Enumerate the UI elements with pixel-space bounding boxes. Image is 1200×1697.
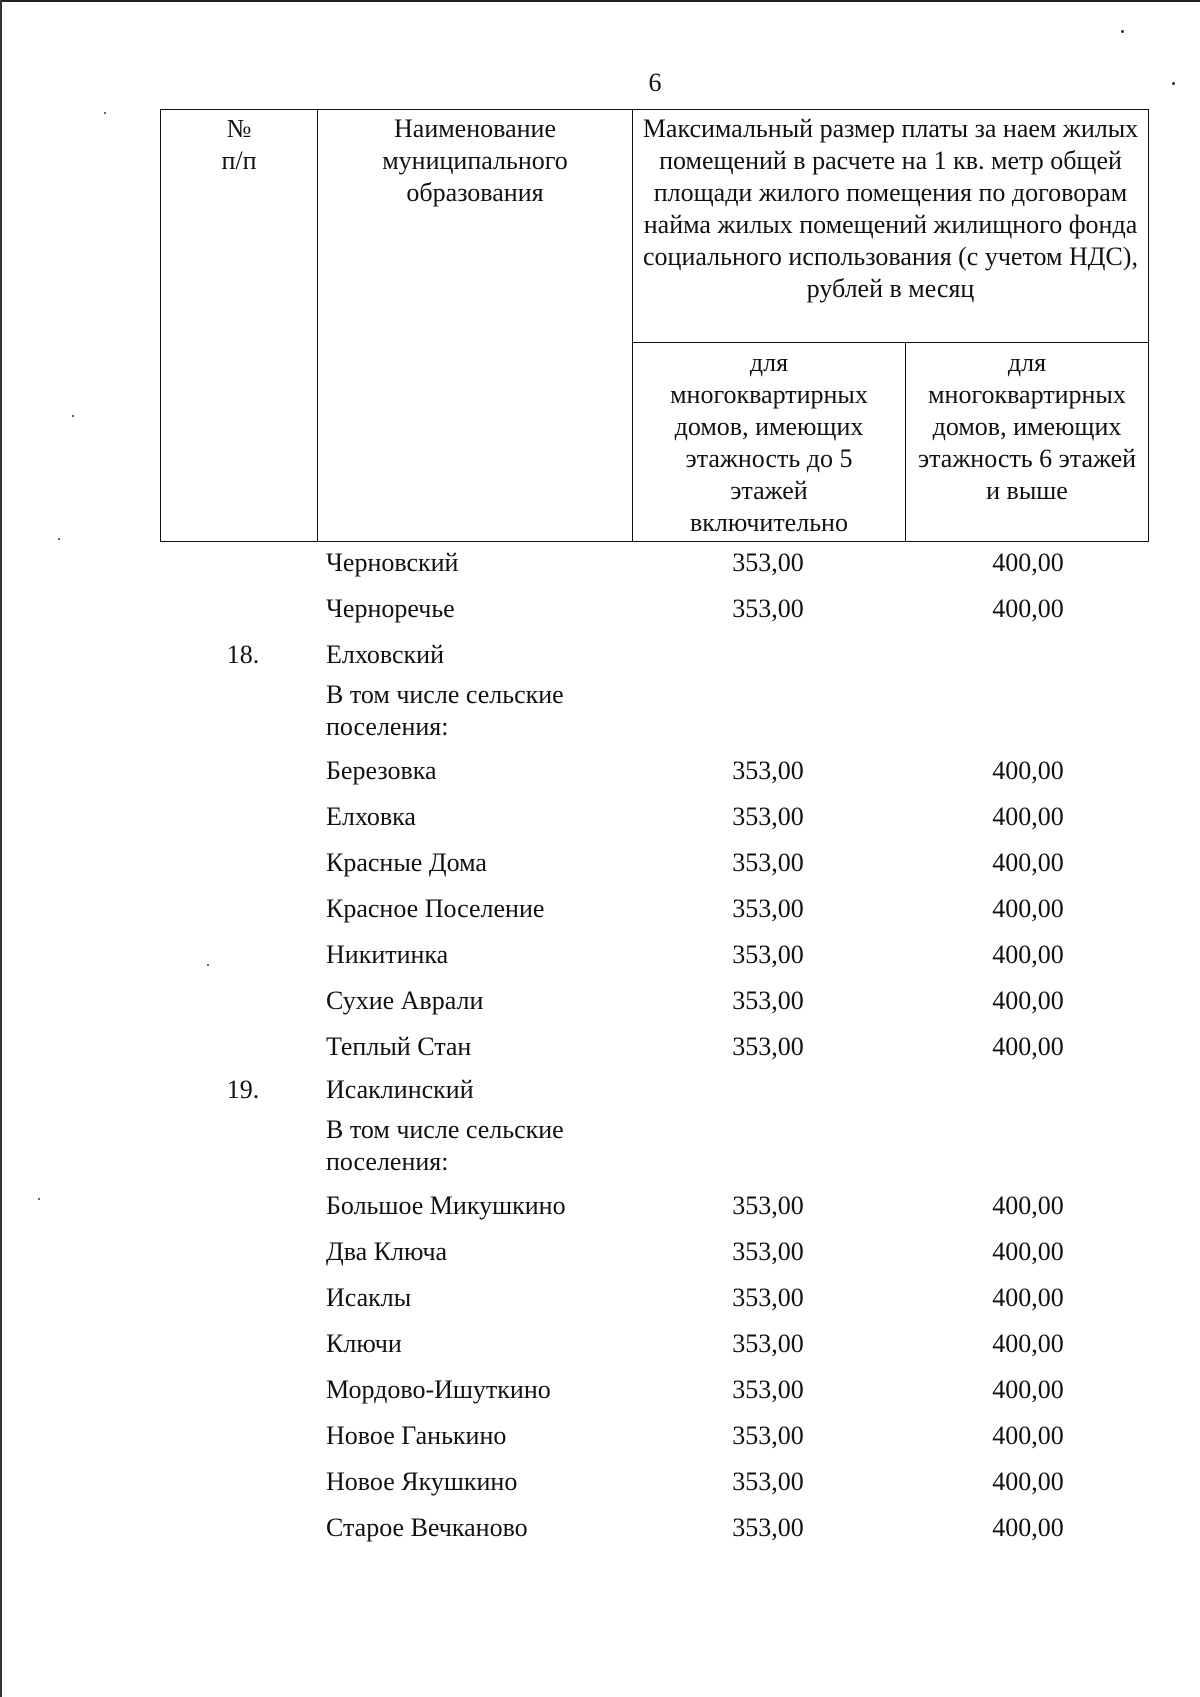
row-value-6-floors-plus: 400,00	[992, 756, 1064, 785]
row-number: 18.	[226, 640, 260, 669]
row-value-6-floors-plus: 400,00	[992, 986, 1064, 1015]
row-municipality-name: Елховка	[326, 802, 416, 831]
row-value-up-to-5-floors: 353,00	[732, 894, 804, 923]
row-municipality-name: Сухие Аврали	[326, 986, 484, 1015]
row-value-6-floors-plus: 400,00	[992, 1513, 1064, 1542]
row-municipality-name: Исаклинский	[326, 1075, 474, 1104]
row-value-up-to-5-floors: 353,00	[732, 1191, 804, 1220]
row-municipality-name: Черноречье	[326, 594, 455, 623]
row-value-6-floors-plus: 400,00	[992, 1329, 1064, 1358]
row-value-6-floors-plus: 400,00	[992, 1237, 1064, 1266]
row-value-up-to-5-floors: 353,00	[732, 1329, 804, 1358]
row-municipality-name: Новое Якушкино	[326, 1467, 518, 1496]
row-value-up-to-5-floors: 353,00	[732, 1513, 804, 1542]
row-municipality-name: Два Ключа	[326, 1237, 448, 1266]
row-municipality-name: Новое Ганькино	[326, 1421, 507, 1450]
row-municipality-name: Ключи	[326, 1329, 402, 1358]
row-value-6-floors-plus: 400,00	[992, 1032, 1064, 1061]
row-value-up-to-5-floors: 353,00	[732, 848, 804, 877]
row-value-6-floors-plus: 400,00	[992, 548, 1064, 577]
row-municipality-name: Черновский	[326, 548, 459, 577]
row-value-up-to-5-floors: 353,00	[732, 1421, 804, 1450]
row-value-6-floors-plus: 400,00	[992, 1421, 1064, 1450]
row-municipality-name: В том числе сельские поселения:	[326, 680, 564, 741]
row-value-6-floors-plus: 400,00	[992, 1375, 1064, 1404]
header-municipality-label: Наименование муниципального образования	[382, 114, 568, 207]
row-municipality-name: Мордово-Ишуткино	[326, 1375, 551, 1404]
page-number: 6	[648, 68, 662, 97]
row-municipality-name: Исаклы	[326, 1283, 412, 1312]
row-value-up-to-5-floors: 353,00	[732, 594, 804, 623]
row-value-6-floors-plus: 400,00	[992, 802, 1064, 831]
row-value-up-to-5-floors: 353,00	[732, 1283, 804, 1312]
row-value-up-to-5-floors: 353,00	[732, 986, 804, 1015]
row-municipality-name: Старое Вечканово	[326, 1513, 528, 1542]
row-value-up-to-5-floors: 353,00	[732, 1375, 804, 1404]
header-sub-label-2: для многоквартирных домов, имеющих этажность 6 этажей и выше	[917, 348, 1137, 505]
row-municipality-name: Березовка	[326, 756, 437, 785]
row-municipality-name: Теплый Стан	[326, 1032, 472, 1061]
row-value-up-to-5-floors: 353,00	[732, 940, 804, 969]
row-value-up-to-5-floors: 353,00	[732, 802, 804, 831]
row-value-6-floors-plus: 400,00	[992, 1283, 1064, 1312]
row-value-up-to-5-floors: 353,00	[732, 756, 804, 785]
row-number: 19.	[226, 1075, 260, 1104]
row-value-up-to-5-floors: 353,00	[732, 1237, 804, 1266]
row-value-6-floors-plus: 400,00	[992, 848, 1064, 877]
row-value-6-floors-plus: 400,00	[992, 894, 1064, 923]
header-number-sign: №	[226, 114, 252, 143]
row-municipality-name: Никитинка	[326, 940, 449, 969]
row-municipality-name: Красные Дома	[326, 848, 487, 877]
row-municipality-name: Красное Поселение	[326, 894, 545, 923]
row-value-6-floors-plus: 400,00	[992, 1191, 1064, 1220]
header-sub-label-1: для многоквартирных домов, имеющих этажность до 5 этажей включительно	[670, 348, 868, 537]
row-municipality-name: Большое Микушкино	[326, 1191, 566, 1220]
row-value-6-floors-plus: 400,00	[992, 594, 1064, 623]
row-value-6-floors-plus: 400,00	[992, 940, 1064, 969]
header-max-payment-label: Максимальный размер платы за наем жилых помещений в расчете на 1 кв. метр общей площади жилого помещения по договорам найма жилых помещений жилищного фонда социального использования (с учетом НДС), рублей в месяц	[642, 114, 1139, 303]
row-municipality-name: В том числе сельские поселения:	[326, 1115, 564, 1176]
header-number-abbrev: п/п	[221, 146, 257, 175]
row-value-6-floors-plus: 400,00	[992, 1467, 1064, 1496]
row-value-up-to-5-floors: 353,00	[732, 1467, 804, 1496]
row-value-up-to-5-floors: 353,00	[732, 548, 804, 577]
row-municipality-name: Елховский	[326, 640, 444, 669]
row-value-up-to-5-floors: 353,00	[732, 1032, 804, 1061]
